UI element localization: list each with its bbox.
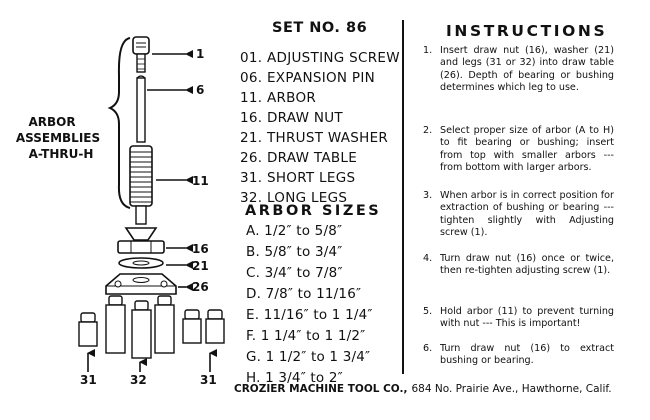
long-leg-1 [106, 296, 125, 353]
arbor-size-item: A. 1/2″ to 5/8″ [246, 223, 343, 239]
arbor-size-item: D. 7/8″ to 11/16″ [246, 286, 362, 302]
step-number: 3. [423, 190, 433, 201]
step-number: 6. [423, 343, 433, 354]
arbor-size-item: B. 5/8″ to 3/4″ [246, 244, 343, 260]
callout-label-26: 26 [192, 280, 209, 294]
part-item: 21. THRUST WASHER [240, 130, 389, 146]
short-leg-right-2 [206, 310, 224, 343]
leg-label-31-right: 31 [200, 373, 217, 387]
callout-label-1: 1 [196, 47, 205, 61]
arbor-label-line-1: ARBOR [28, 115, 76, 129]
callout-label-6: 6 [196, 83, 205, 97]
short-leg-left [79, 313, 97, 346]
arbor-bracket [110, 38, 130, 208]
step-text: Turn draw nut (16) to extract bushing or bearing. [440, 343, 614, 367]
part-item: 31. SHORT LEGS [240, 170, 356, 186]
step-text: Hold arbor (11) to prevent turning with nut --- This is important! [440, 306, 614, 330]
step-text: Turn draw nut (16) once or twice, then re-tighten adjusting screw (1). [440, 253, 614, 277]
part-item: 06. EXPANSION PIN [240, 70, 376, 86]
draw-nut-part [118, 241, 164, 253]
leg-label-31-left: 31 [80, 373, 97, 387]
callout-label-16: 16 [192, 242, 209, 256]
long-leg-3 [155, 296, 174, 353]
leg-label-32: 32 [130, 373, 147, 387]
draw-table-part [106, 274, 176, 294]
step-text: Select proper size of arbor (A to H) to fit bearing or bushing; insert from top with smaller arbors --- from bottom with larger arbors. [440, 125, 614, 174]
part-item: 32. LONG LEGS [240, 190, 348, 206]
instruction-step [418, 306, 614, 331]
instructions-title: INSTRUCTIONS [446, 22, 608, 40]
parts-list [240, 48, 410, 208]
arbor-size-item: H. 1 3/4″ to 2″ [246, 370, 343, 386]
step-text: Insert draw nut (16), washer (21) and legs (31 or 32) into draw table (26). Depth of bearing or bushing determines which leg to use. [440, 45, 614, 94]
short-leg-right-1 [183, 310, 201, 343]
arbor-label-line-2: ASSEMBLIES [15, 131, 101, 145]
instruction-step [418, 253, 614, 278]
instruction-step [418, 343, 614, 368]
arbor-assembly-diagram [0, 0, 232, 390]
part-item: 11. ARBOR [240, 90, 317, 106]
arbor-sizes-list [246, 221, 406, 389]
footer [234, 383, 644, 395]
column-divider [402, 20, 404, 374]
instruction-step [418, 190, 614, 240]
arbor-size-item: G. 1 1/2″ to 1 3/4″ [246, 349, 371, 365]
arbor-size-item: E. 11/16″ to 1 1/4″ [246, 307, 373, 323]
arbor-part [126, 146, 156, 240]
step-number: 5. [423, 306, 433, 317]
instruction-step [418, 45, 614, 95]
set-title: SET NO. 86 [272, 20, 368, 36]
company-address: 684 No. Prairie Ave., Hawthorne, Calif. [411, 383, 612, 395]
step-text: When arbor is in correct position for extraction of bushing or bearing --- tighten slightly with Adjusting screw (1). [440, 190, 614, 239]
long-leg-2 [132, 301, 151, 358]
step-number: 1. [423, 45, 433, 56]
expansion-pin-part [137, 78, 145, 142]
part-item: 16. DRAW NUT [240, 110, 343, 126]
arbor-size-item: C. 3/4″ to 7/8″ [246, 265, 343, 281]
step-number: 4. [423, 253, 433, 264]
part-item: 01. ADJUSTING SCREW [240, 50, 400, 66]
arbor-label-line-3: A-THRU-H [28, 147, 94, 161]
instruction-step [418, 125, 614, 175]
part-item: 26. DRAW TABLE [240, 150, 358, 166]
arbor-sizes-title: ARBOR SIZES [245, 203, 382, 219]
arbor-size-item: F. 1 1/4″ to 1 1/2″ [246, 328, 366, 344]
adjusting-screw-part [133, 37, 149, 72]
callout-label-11: 11 [192, 174, 209, 188]
step-number: 2. [423, 125, 433, 136]
company-name: CROZIER MACHINE TOOL CO., [234, 383, 408, 395]
callout-label-21: 21 [192, 259, 209, 273]
